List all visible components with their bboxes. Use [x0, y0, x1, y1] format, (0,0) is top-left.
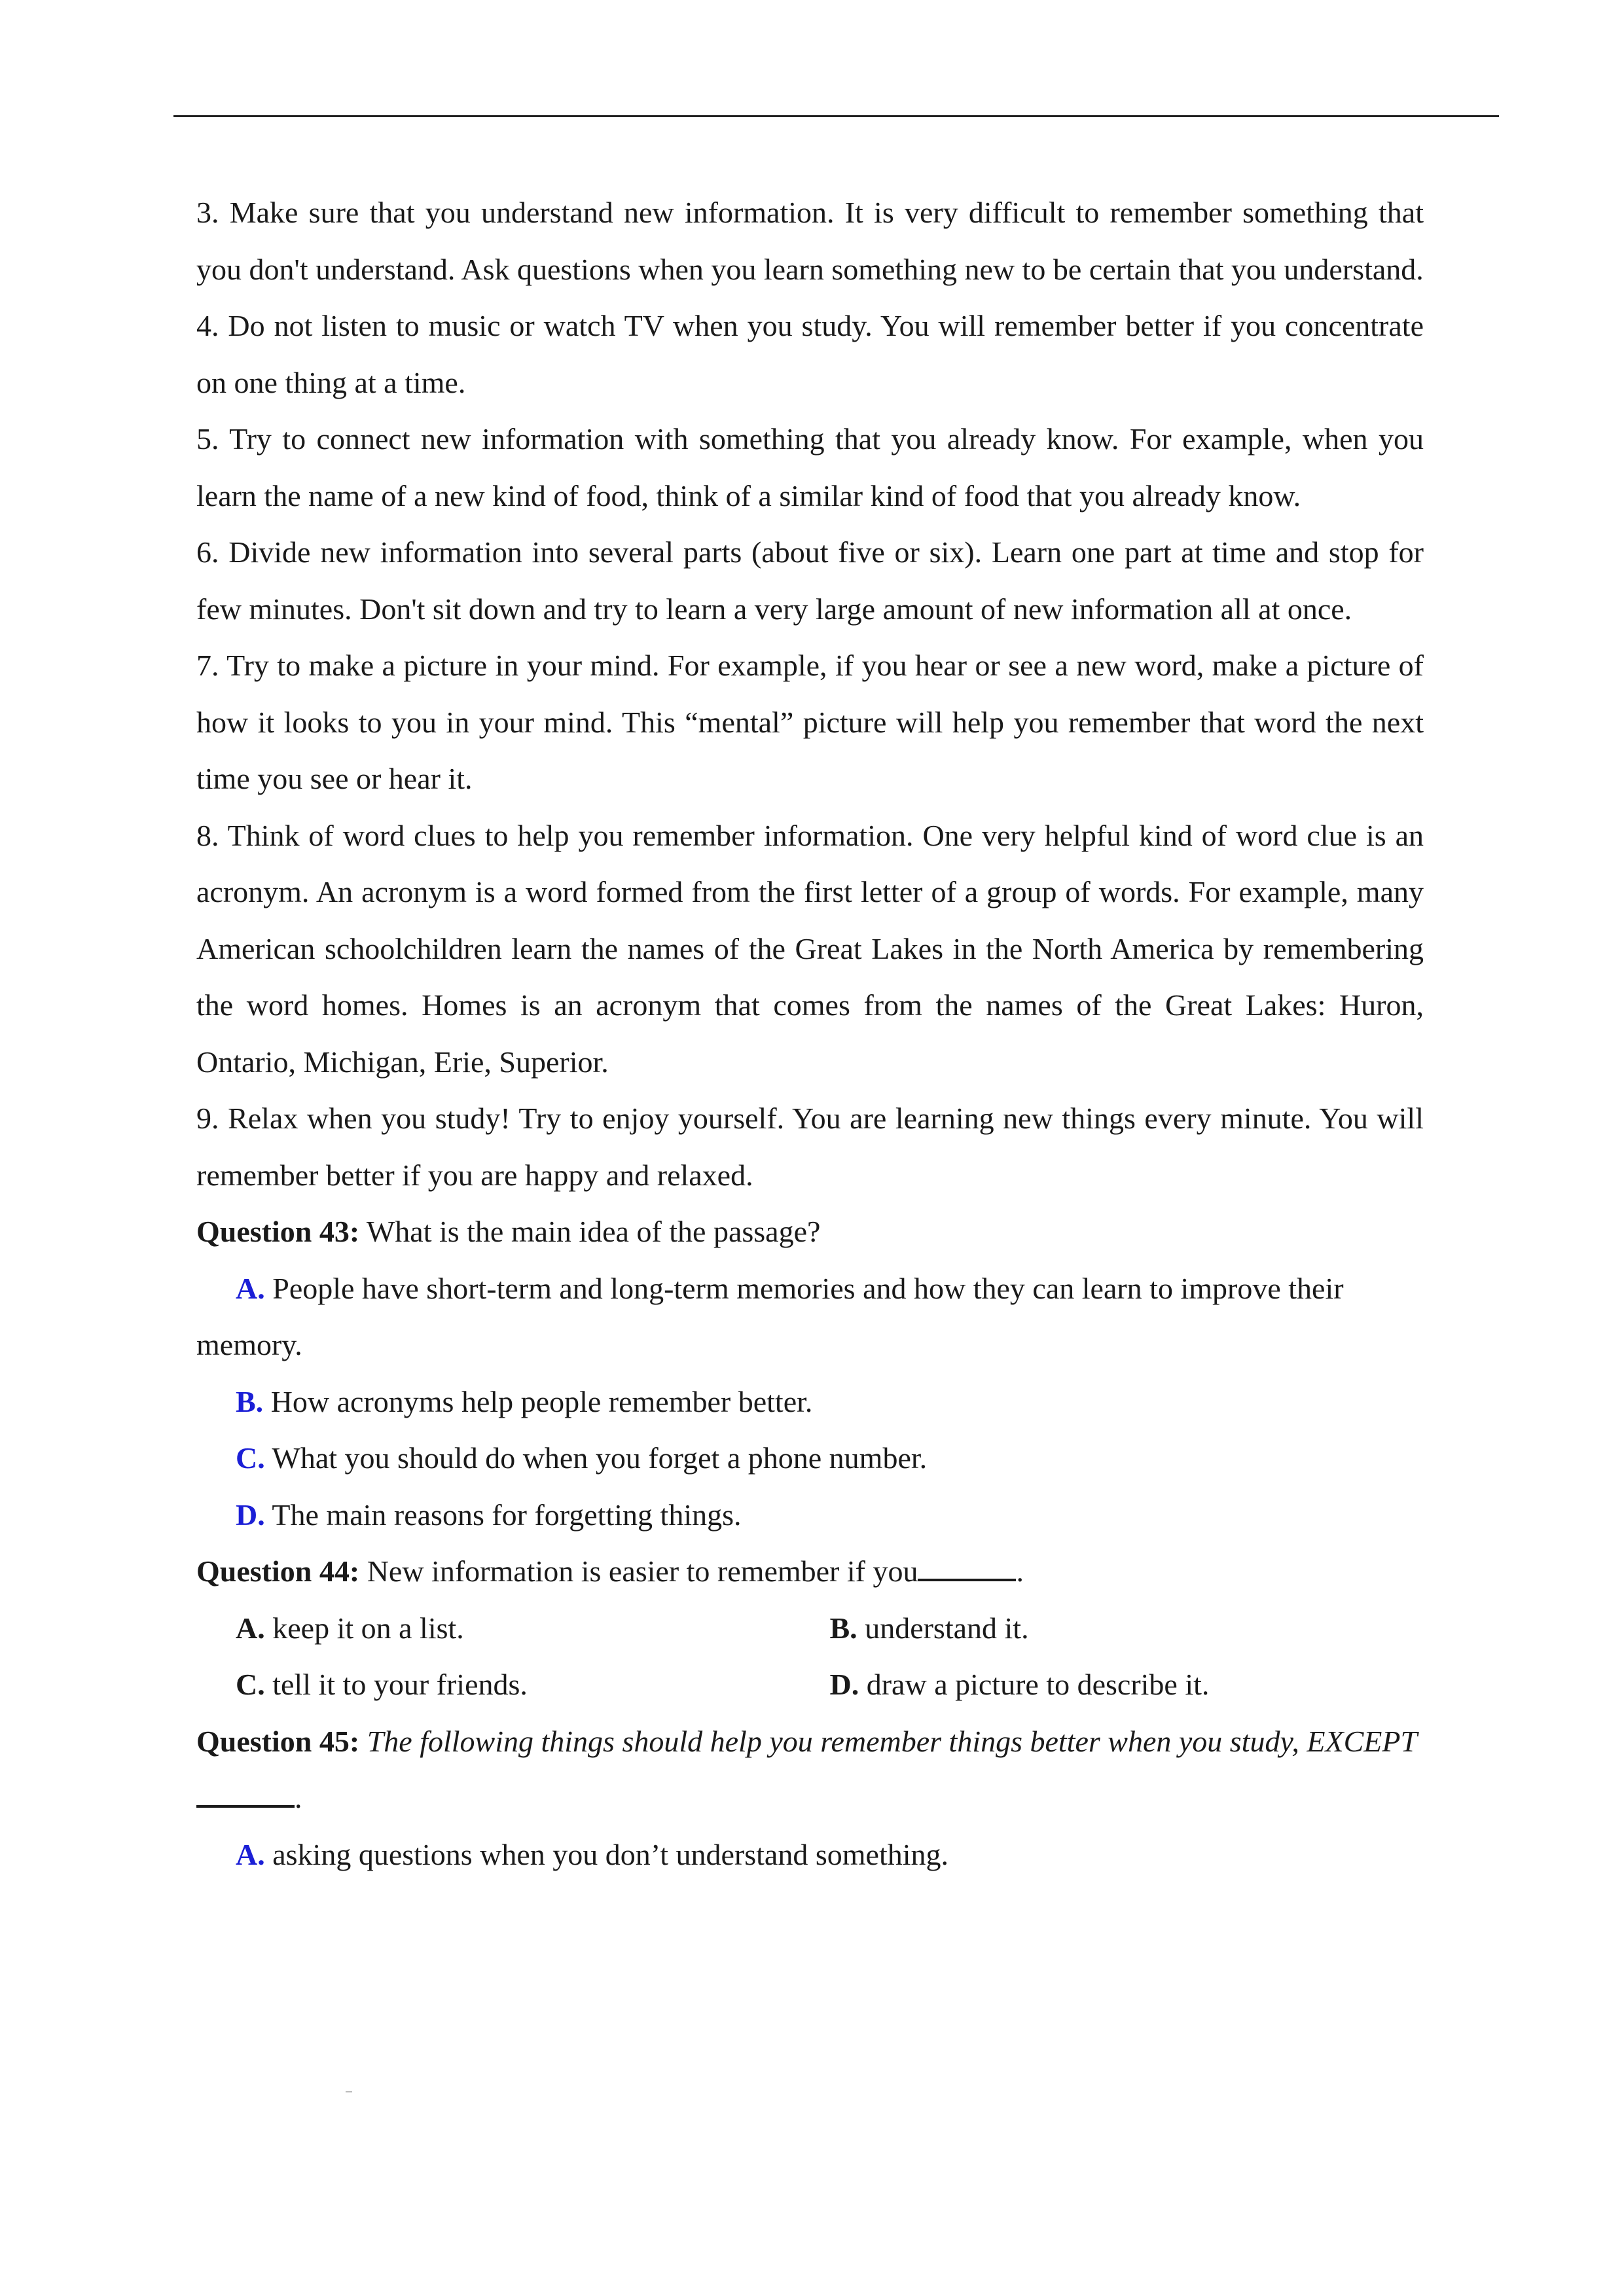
- option-letter: A.: [236, 1271, 265, 1305]
- answer-blank: [196, 1779, 295, 1808]
- question-44-option-d: [830, 1657, 1424, 1713]
- question-43-label: Question 43:: [196, 1215, 360, 1248]
- option-letter: C.: [236, 1441, 265, 1475]
- scan-speck: [346, 2091, 352, 2092]
- option-letter: A.: [236, 1611, 265, 1645]
- option-text: asking questions when you don’t understand something.: [264, 1837, 949, 1871]
- passage-paragraph-7: 7. Try to make a picture in your mind. For example, if you hear or see a new word, make a picture of how it looks to you in your mind. This “mental” picture will help you remember that word the next time you see or hear it.: [196, 649, 1424, 795]
- option-letter: C.: [236, 1668, 265, 1701]
- question-45-label: Question 45:: [196, 1724, 360, 1758]
- option-letter: B.: [236, 1384, 264, 1418]
- passage-paragraph-9: 9. Relax when you study! Try to enjoy yourself. You are learning new things every minute. You will remember better if you are happy and relaxed.: [196, 1102, 1424, 1192]
- option-letter: B.: [829, 1611, 857, 1645]
- question-43-option-a: [196, 1261, 1424, 1374]
- question-45-end: .: [295, 1781, 302, 1814]
- passage-paragraph-5: 5. Try to connect new information with something that you already know. For example, when you learn the name of a new kind of food, think of a similar kind of food that you already know.: [196, 422, 1424, 512]
- question-44-options-row-1: [196, 1600, 1424, 1657]
- question-45-text: The following things should help you remember things better when you study, EXCEPT: [359, 1724, 1418, 1758]
- question-44-option-c: [236, 1657, 830, 1713]
- document-body: [196, 185, 1424, 1883]
- question-43-option-d: [196, 1487, 1424, 1544]
- option-text: understand it.: [857, 1611, 1029, 1645]
- option-text: People have short-term and long-term memories and how they can learn to improve their memory.: [196, 1271, 1344, 1361]
- passage-paragraph-4: 4. Do not listen to music or watch TV when you study. You will remember better if you concentrate on one thing at a time.: [196, 309, 1424, 399]
- option-text: keep it on a list.: [264, 1611, 464, 1645]
- question-44-options-row-2: [196, 1657, 1424, 1713]
- option-text: How acronyms help people remember better.: [263, 1384, 813, 1418]
- question-44-text: New information is easier to remember if you: [359, 1554, 918, 1588]
- question-44-option-a: [236, 1600, 830, 1657]
- answer-blank: [918, 1552, 1016, 1581]
- header-rule: [173, 115, 1499, 117]
- question-45: [196, 1713, 1424, 1827]
- passage-paragraph-3: 3. Make sure that you understand new information. It is very difficult to remember something that you don't understand. Ask questions when you learn something new to be certain that you understand.: [196, 196, 1424, 286]
- question-44-label: Question 44:: [196, 1554, 360, 1588]
- passage-paragraph-6: 6. Divide new information into several parts (about five or six). Learn one part at time and stop for few minutes. Don't sit down and try to learn a very large amount of new information all at once.: [196, 535, 1424, 626]
- option-letter: A.: [236, 1837, 265, 1871]
- passage-paragraph-8: 8. Think of word clues to help you remember information. One very helpful kind of word clue is an acronym. An acronym is a word formed from the first letter of a group of words. For example, many American schoolchildren learn the names of the Great Lakes in the North America by remembering the word homes. Homes is an acronym that comes from the names of the Great Lakes: Huron, Ontario, Michigan, Erie, Superior.: [196, 818, 1424, 1079]
- option-text: The main reasons for forgetting things.: [264, 1498, 742, 1532]
- option-text: tell it to your friends.: [264, 1668, 528, 1701]
- question-44-end: .: [1016, 1554, 1024, 1588]
- question-44: [196, 1543, 1424, 1600]
- question-45-option-a: [196, 1827, 1424, 1884]
- option-text: What you should do when you forget a phone number.: [264, 1441, 928, 1475]
- question-43: [196, 1204, 1424, 1261]
- question-43-option-b: [196, 1374, 1424, 1431]
- option-letter: D.: [236, 1498, 265, 1532]
- question-43-option-c: [196, 1430, 1424, 1487]
- option-text: draw a picture to describe it.: [859, 1668, 1210, 1701]
- question-44-option-b: [830, 1600, 1424, 1657]
- option-letter: D.: [829, 1668, 859, 1701]
- question-43-text: What is the main idea of the passage?: [359, 1215, 821, 1248]
